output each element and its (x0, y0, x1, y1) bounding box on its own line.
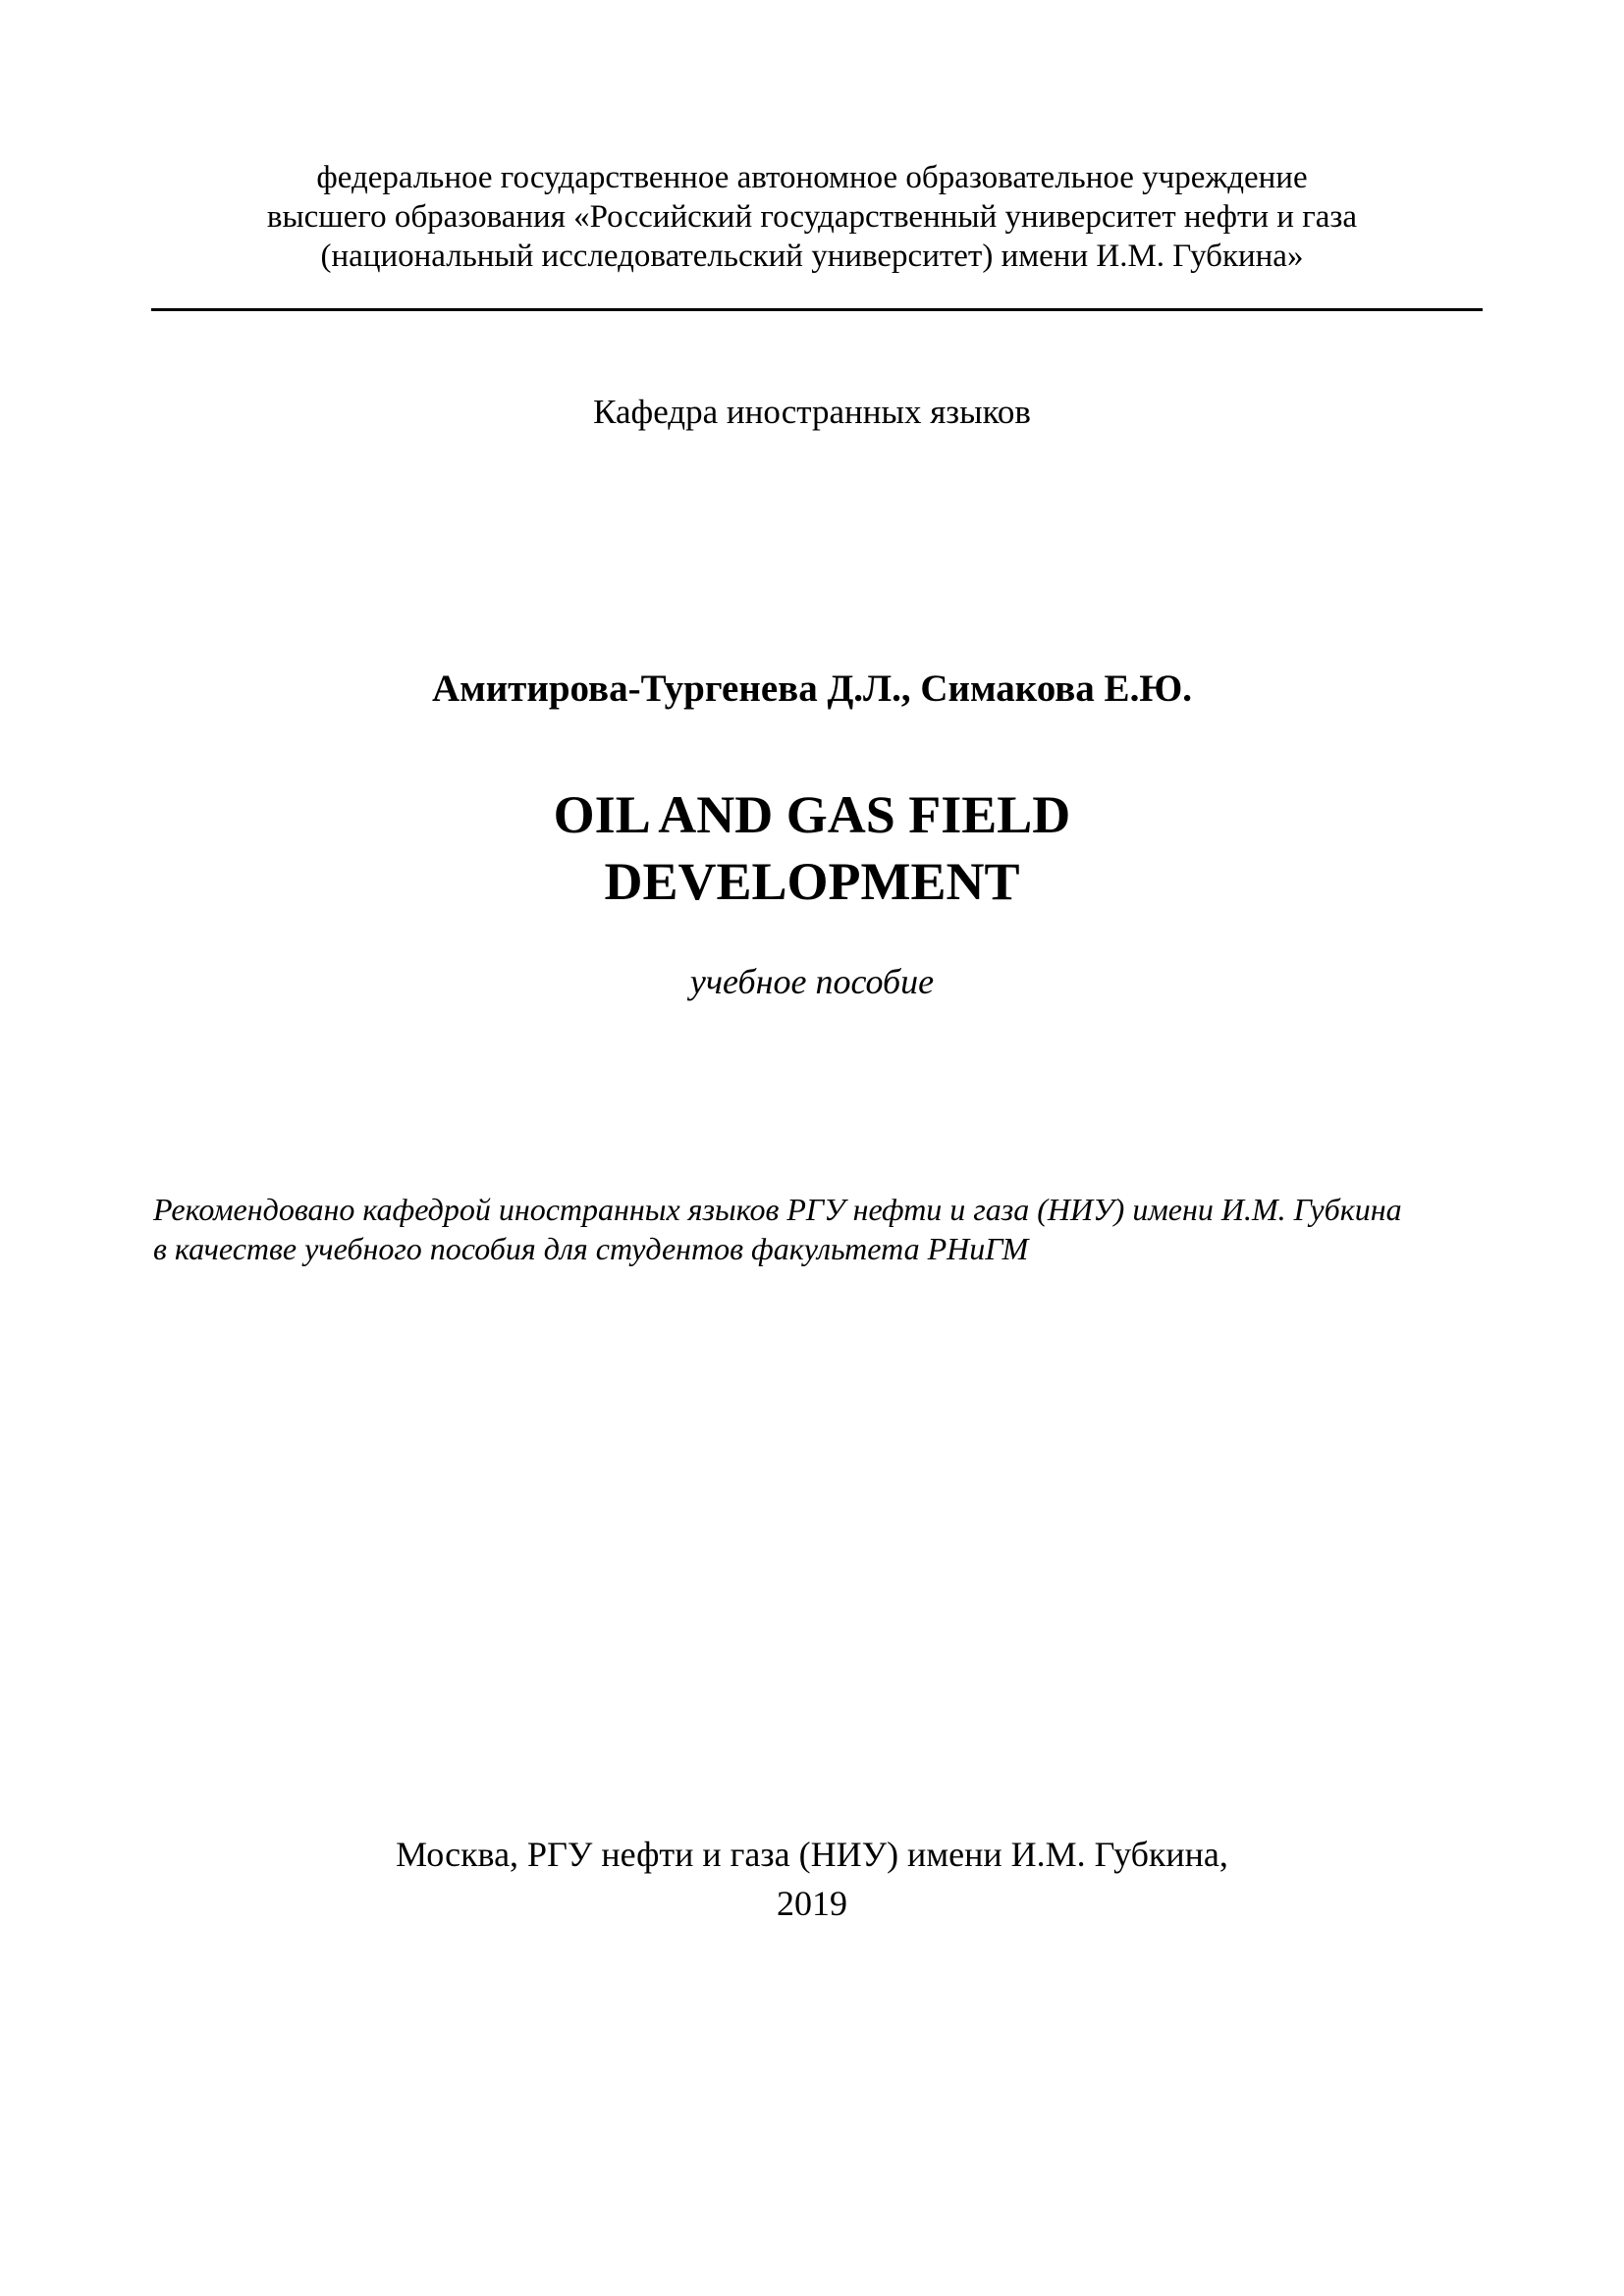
imprint-place-publisher: Москва, РГУ нефти и газа (НИУ) имени И.М. Губкина, (396, 1835, 1228, 1874)
institution-line-3: (национальный исследовательский университет) имени И.М. Губкина» (320, 239, 1304, 274)
imprint-year: 2019 (777, 1884, 847, 1923)
institution-line-2: высшего образования «Российский государственный университет нефти и газа (266, 199, 1358, 235)
authors: Амитирова-Тургенева Д.Л., Симакова Е.Ю. (431, 667, 1192, 710)
header-divider (151, 308, 1483, 311)
book-subtitle: учебное пособие (689, 962, 935, 1001)
recommendation-line-1: Рекомендовано кафедрой иностранных языков РГУ нефти и газа (НИУ) имени И.М. Губкина (153, 1192, 1402, 1227)
recommendation-line-2: в качестве учебного пособия для студентов факультета РНиГМ (153, 1231, 1029, 1266)
book-title-line-1: OIL AND GAS FIELD (553, 785, 1071, 844)
book-title-line-2: DEVELOPMENT (604, 852, 1020, 911)
department-name: Кафедра иностранных языков (593, 393, 1031, 431)
institution-line-1: федеральное государственное автономное образовательное учреждение (316, 160, 1308, 195)
